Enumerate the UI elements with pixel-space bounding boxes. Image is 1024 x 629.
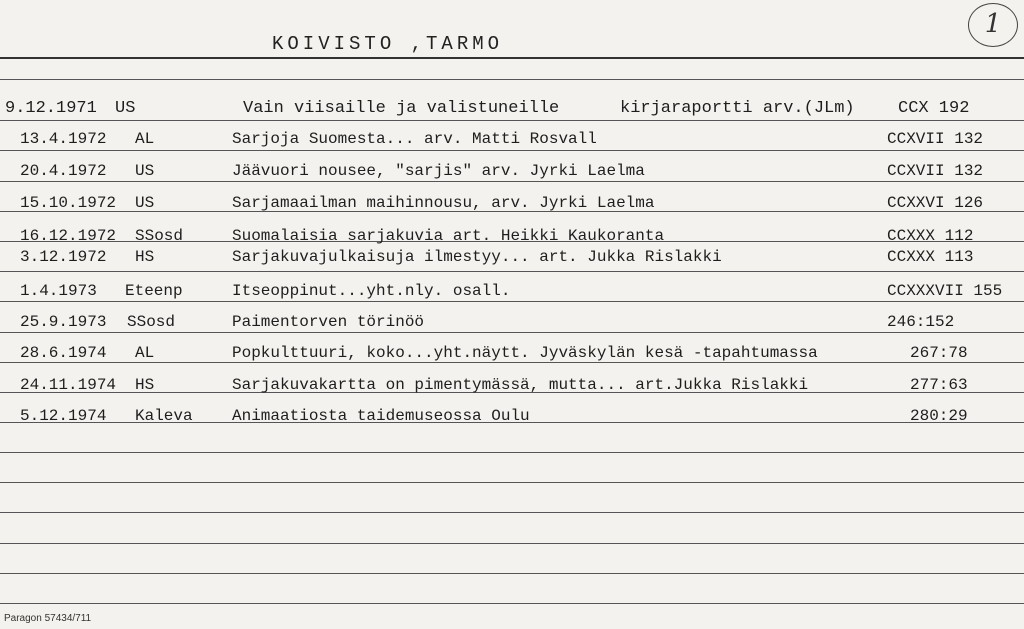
entry-title: Sarjakuvakartta on pimentymässä, mutta... art.Jukka Rislakki: [232, 376, 809, 394]
entry-title: Paimentorven törinöö: [232, 313, 425, 331]
ruled-line: [0, 150, 1024, 151]
entry-ref: 280:29: [910, 407, 968, 425]
entry-ref: CCXXX 113: [887, 248, 974, 266]
entry-source: HS: [135, 248, 155, 266]
entry-date: 28.6.1974: [20, 344, 107, 362]
ruled-line: [0, 181, 1024, 182]
entry-date: 9.12.1971: [5, 99, 97, 118]
entry-source: US: [135, 162, 155, 180]
entry-ref: CCXXVI 126: [887, 194, 984, 212]
entry-title: Sarjoja Suomesta... arv. Matti Rosvall: [232, 130, 597, 148]
card-title: KOIVISTO ,TARMO: [272, 33, 504, 55]
ruled-line: [0, 362, 1024, 363]
ruled-line: [0, 452, 1024, 453]
entry-source: Eteenp: [125, 282, 183, 300]
header-rule: [0, 57, 1024, 59]
entry-source: US: [115, 99, 136, 118]
entry-date: 20.4.1972: [20, 162, 107, 180]
entry-title: Jäävuori nousee, "sarjis" arv. Jyrki Laelma: [232, 162, 645, 180]
entry-date: 13.4.1972: [20, 130, 107, 148]
entry-ref: CCXXX 112: [887, 227, 974, 245]
entry-ref: CCXVII 132: [887, 130, 984, 148]
entry-source: SSosd: [135, 227, 184, 245]
printer-imprint: Paragon 57434/711: [4, 613, 92, 624]
entry-title: Sarjamaailman maihinnousu, arv. Jyrki Laelma: [232, 194, 655, 212]
ruled-line: [0, 332, 1024, 333]
entry-date: 15.10.1972: [20, 194, 117, 212]
entry-title: Vain viisaille ja valistuneille: [243, 99, 560, 118]
entry-source: AL: [135, 130, 155, 148]
entry-ref: CCX 192: [898, 99, 970, 118]
entry-source: HS: [135, 376, 155, 394]
ruled-line: [0, 573, 1024, 574]
entry-date: 5.12.1974: [20, 407, 107, 425]
entry-source: AL: [135, 344, 155, 362]
entry-date: 3.12.1972: [20, 248, 107, 266]
entry-title: Popkulttuuri, koko...yht.näytt. Jyväskylän kesä -tapahtumassa: [232, 344, 818, 362]
ruled-line: [0, 271, 1024, 272]
entry-ref: 267:78: [910, 344, 968, 362]
entry-source: US: [135, 194, 155, 212]
entry-title: Animaatiosta taidemuseossa Oulu: [232, 407, 530, 425]
ruled-line: [0, 603, 1024, 604]
ruled-line: [0, 79, 1024, 80]
entry-ref: 246:152: [887, 313, 955, 331]
entry-date: 24.11.1974: [20, 376, 117, 394]
ruled-line: [0, 512, 1024, 513]
entry-title: Itseoppinut...yht.nly. osall.: [232, 282, 511, 300]
entry-ref: CCXXXVII 155: [887, 282, 1003, 300]
entry-date: 1.4.1973: [20, 282, 97, 300]
entry-ref: CCXVII 132: [887, 162, 984, 180]
ruled-line: [0, 120, 1024, 121]
entry-ref: 277:63: [910, 376, 968, 394]
entry-title: Suomalaisia sarjakuvia art. Heikki Kaukoranta: [232, 227, 665, 245]
entry-source: SSosd: [127, 313, 176, 331]
entry-source: Kaleva: [135, 407, 193, 425]
ruled-line: [0, 301, 1024, 302]
entry-date: 25.9.1973: [20, 313, 107, 331]
ruled-line: [0, 543, 1024, 544]
entry-date: 16.12.1972: [20, 227, 117, 245]
card-number: 1: [968, 3, 1018, 47]
entry-title: Sarjakuvajulkaisuja ilmestyy... art. Jukka Rislakki: [232, 248, 722, 266]
entry-note: kirjaraportti arv.(JLm): [620, 99, 855, 118]
ruled-line: [0, 482, 1024, 483]
